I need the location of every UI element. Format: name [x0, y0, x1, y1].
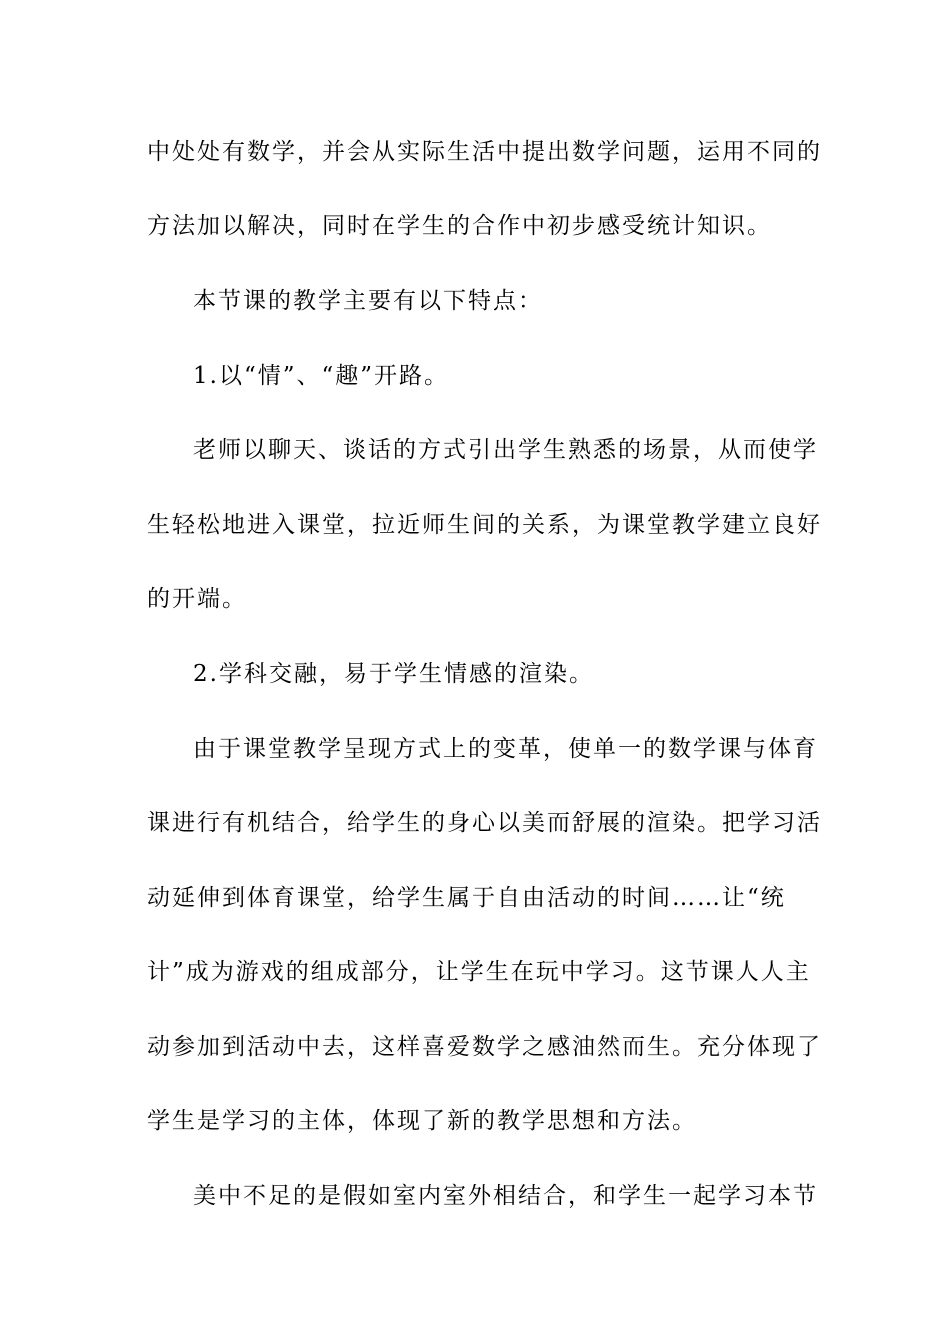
- text-line: 计”成为游戏的组成部分，让学生在玩中学习。这节课人人主: [147, 959, 811, 985]
- text-line: 课进行有机结合，给学生的身心以美而舒展的渲染。把学习活: [147, 810, 822, 836]
- text-line: 由于课堂教学呈现方式上的变革，使单一的数学课与体育: [193, 736, 818, 762]
- text-line: 本节课的教学主要有以下特点：: [193, 288, 543, 314]
- text-line: 生轻松地进入课堂，拉近师生间的关系，为课堂教学建立良好: [147, 512, 822, 538]
- text-line: 中处处有数学，并会从实际生活中提出数学问题，运用不同的: [147, 139, 822, 165]
- text-line: 学生是学习的主体，体现了新的教学思想和方法。: [147, 1108, 697, 1134]
- text-line: 美中不足的是假如室内室外相结合，和学生一起学习本节: [193, 1183, 818, 1209]
- text-line: 动延伸到体育课堂，给学生属于自由活动的时间……让“统: [147, 885, 786, 911]
- text-line: 动参加到活动中去，这样喜爱数学之感油然而生。充分体现了: [147, 1034, 822, 1060]
- text-line: 老师以聊天、谈话的方式引出学生熟悉的场景，从而使学: [193, 437, 818, 463]
- list-heading-1: 1.以“情”、“趣”开路。: [193, 363, 449, 389]
- list-heading-2: 2.学科交融，易于学生情感的渲染。: [193, 661, 594, 687]
- text-line: 的开端。: [147, 586, 247, 612]
- text-line: 方法加以解决，同时在学生的合作中初步感受统计知识。: [147, 213, 772, 239]
